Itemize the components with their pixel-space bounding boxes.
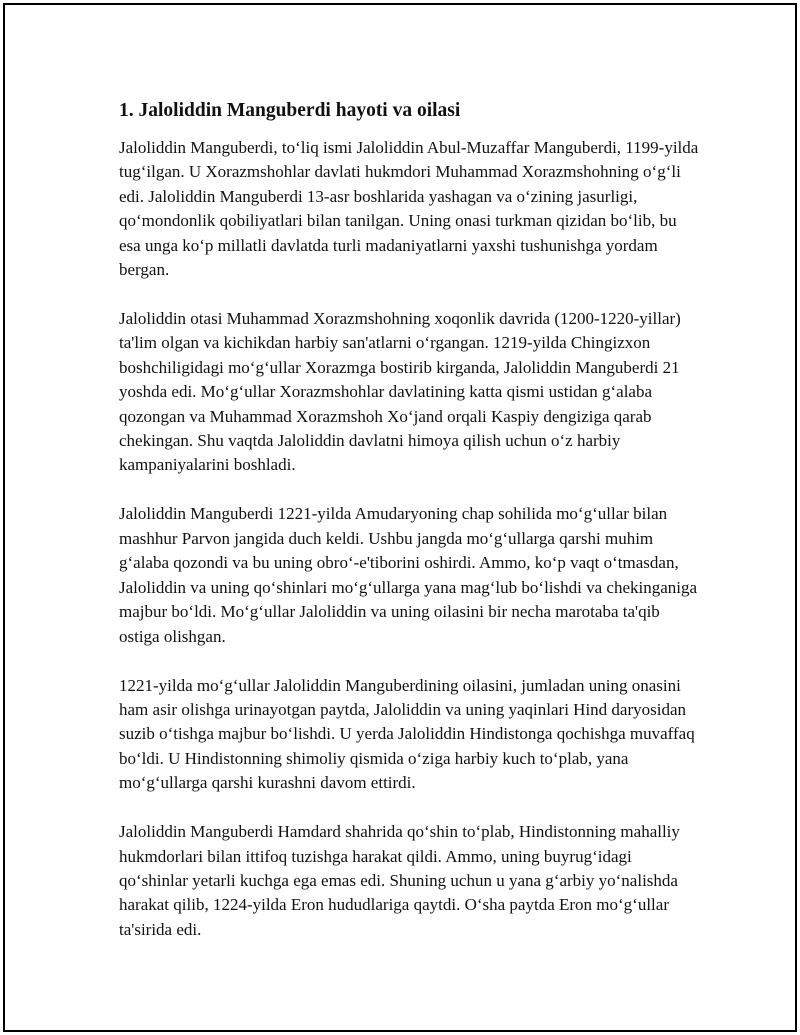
document-body (119, 98, 699, 967)
paragraph-3: Jaloliddin Manguberdi 1221-yilda Amudaryoning chap sohilida mo‘g‘ullar bilan mashhur Parvon jangida duch keldi. Ushbu jangda mo‘g‘ullarga qarshi muhim g‘alaba qozondi va bu uning obro‘-e'tiborini oshirdi. Ammo, ko‘p vaqt o‘tmasdan, Jaloliddin va uning qo‘shinlari mo‘g‘ullarga yana mag‘lub bo‘lishdi va chekinganiga majbur bo‘ldi. Mo‘g‘ullar Jaloliddin va uning oilasini bir necha marotaba ta'qib ostiga olishgan. (119, 504, 698, 646)
document-page (3, 3, 797, 1032)
paragraph-2: Jaloliddin otasi Muhammad Xorazmshohning xoqonlik davrida (1200-1220-yillar) ta'lim olgan va kichikdan harbiy san'atlarni o‘rgangan. 1219-yilda Chingizxon boshchiligidagi mo‘g‘ullar Xorazmga bostirib kirganda, Jaloliddin Manguberdi 21 yoshda edi. Mo‘g‘ullar Xorazmshohlar davlatining katta qismi ustidan g‘alaba qozongan va Muhammad Xorazmshoh Xo‘jand orqali Kaspiy dengiziga qarab chekingan. Shu vaqtda Jaloliddin davlatni himoya qilish uchun o‘z harbiy kampaniyalarini boshladi. (119, 309, 681, 475)
section-title: 1. Jaloliddin Manguberdi hayoti va oilasi (119, 100, 461, 121)
paragraph-5: Jaloliddin Manguberdi Hamdard shahrida qo‘shin to‘plab, Hindistonning mahalliy hukmdorlari bilan ittifoq tuzishga harakat qildi. Ammo, uning buyrug‘idagi qo‘shinlar yetarli kuchga ega emas edi. Shuning uchun u yana g‘arbiy yo‘nalishda harakat qilib, 1224-yilda Eron hududlariga qaytdi. O‘sha paytda Eron mo‘g‘ullar ta'sirida edi. (119, 822, 680, 939)
paragraph-4: 1221-yilda mo‘g‘ullar Jaloliddin Manguberdining oilasini, jumladan uning onasini ham asir olishga urinayotgan paytda, Jaloliddin va uning yaqinlari Hind daryosidan suzib o‘tishga majbur bo‘lishdi. U yerda Jaloliddin Hindistonga qochishga muvaffaq bo‘ldi. U Hindistonning shimoliy qismida o‘ziga harbiy kuch to‘plab, yana mo‘g‘ullarga qarshi kurashni davom ettirdi. (119, 675, 695, 793)
paragraph-1: Jaloliddin Manguberdi, to‘liq ismi Jaloliddin Abul-Muzaffar Manguberdi, 1199-yilda tug‘ilgan. U Xorazmshohlar davlati hukmdori Muhammad Xorazmshohning o‘g‘li edi. Jaloliddin Manguberdi 13-asr boshlarida yashagan va o‘zining jasurligi, qo‘mondonlik qobiliyatlari bilan tanilgan. Uning onasi turkman qizidan bo‘lib, bu esa unga ko‘p millatli davlatda turli madaniyatlarni yaxshi tushunishga yordam bergan. (119, 138, 699, 280)
